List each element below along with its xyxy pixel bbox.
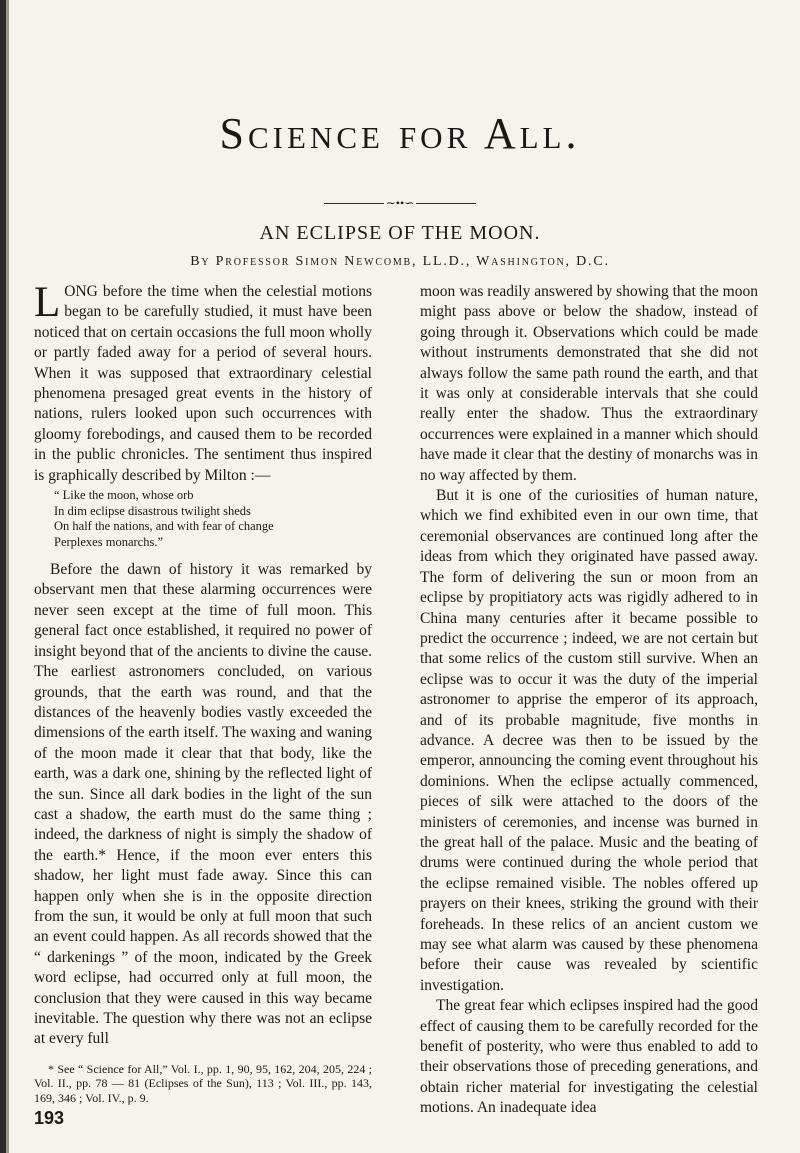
page-number: 193 [34,1107,65,1128]
drop-cap: L [34,279,61,326]
poem-line: On half the nations, and with fear of change [54,519,274,534]
paragraph-3: moon was readily answered by showing that the moon might pass above or below the shadow, instead of going through it. Observations which could be made without instruments demonstrated that she did not always follow the same path round the earth, and that it was only at considerable intervals that she could really enter the shadow. Thus the extraordinary occurrences were explained in a manner which should have made it clear that the destiny of monarchs was in no way affected by them. [420,283,758,484]
title-ornament [0,198,800,208]
ornament-rule-left [324,203,384,204]
poem-line: Perplexes monarchs.” [54,534,163,549]
ornament-flourish-icon: ∼••∽ [385,196,415,210]
milton-quotation [54,488,372,550]
page-binding-shadow [6,0,9,1153]
masthead-title: Science for All. [219,109,581,158]
paragraph-1 [34,279,372,486]
paragraph-5: The great fear which eclipses inspired had the good effect of causing them to be carefully recorded for the benefit of posterity, who were thus enabled to add to their observations those of preceding generations, and obtain richer material for investigating the celestial motions. An inadequate idea [420,997,758,1117]
left-column [34,279,372,1128]
ornament-rule-right [416,203,476,204]
article-byline: By Professor Simon Newcomb, LL.D., Washington, D.C. [190,254,610,269]
poem-line: In dim eclipse disastrous twilight sheds [54,503,251,518]
paragraph-2: Before the dawn of history it was remarked by observant men that these alarming occurrences were never seen except at the time of full moon. This general fact once established, it required no power of insight beyond that of the ancients to divine the cause. The earliest astronomers concluded, on various grounds, that the earth was round, and that the distances of the heavenly bodies vastly exceeded the dimensions of the earth itself. The waxing and waning of the moon made it clear that that body, like the earth, was a dark one, shining by the reflected light of the sun. Since all dark bodies in the light of the sun cast a shadow, the earth must do the same thing ; indeed, the darkness of night is simply the shadow of the earth.* Hence, if the moon ever enters this shadow, her light must fade away. Since this can happen only when she is in the opposite direction from the sun, it would be only at full moon that such an event could happen. As all records showed that the “ darkenings ” of the moon, indicated by the Greek word eclipse, had occurred only at full moon, the conclusion that they were caused in this way became inevitable. The question why there was not an eclipse at every full [34,561,372,1048]
article-title: AN ECLIPSE OF THE MOON. [259,222,541,244]
paragraph-1-text: ONG before the time when the celestial motions began to be carefully studied, it must have been noticed that on certain occasions the full moon wholly or partly faded away for a period of several hours. When it was supposed that extraordinary celestial phenomena presaged great events in the history of nations, rulers looked upon such occurrences with gloomy forebodings, and caused them to be recorded in the public chronicles. The sentiment thus inspired is graphically described by Milton :— [34,283,372,484]
paragraph-4: But it is one of the curiosities of human nature, which we find exhibited even in our own time, that ceremonial observances are continued long after the ideas from which they originated have passed away. The form of delivering the sun or moon from an eclipse by propitiatory acts was rigidly adhered to in China many centuries after it became possible to predict the occurrence ; indeed, we are not certain but that some relics of the custom still survive. When an eclipse was to occur it was the duty of the imperial astronomer to apprise the emperor of its approach, and of its probable magnitude, five months in advance. A decree was then to be issued by the emperor, announcing the coming event throughout his dominions. When the eclipse actually commenced, pieces of silk were attached to the doors of the ministers of ceremonies, and incense was burned in the great hall of the palace. Music and the beating of drums were continued during the whole period that the eclipse remained visible. The nobles offered up prayers on their knees, striking the ground with their foreheads. In these relics of an ancient custom we may see what alarm was caused by these phenomena before their cause was revealed by scientific investigation. [420,487,758,994]
footnote: * See “ Science for All,” Vol. I., pp. 1, 90, 95, 162, 204, 205, 224 ; Vol. II., pp. 78 — 81 (Eclipses of the Sun), 113 ; Vol. III., pp. 143, 169, 346 ; Vol. IV., p. 9. [34,1061,372,1105]
poem-line: “ Like the moon, whose orb [54,488,194,503]
right-column [420,282,758,1119]
